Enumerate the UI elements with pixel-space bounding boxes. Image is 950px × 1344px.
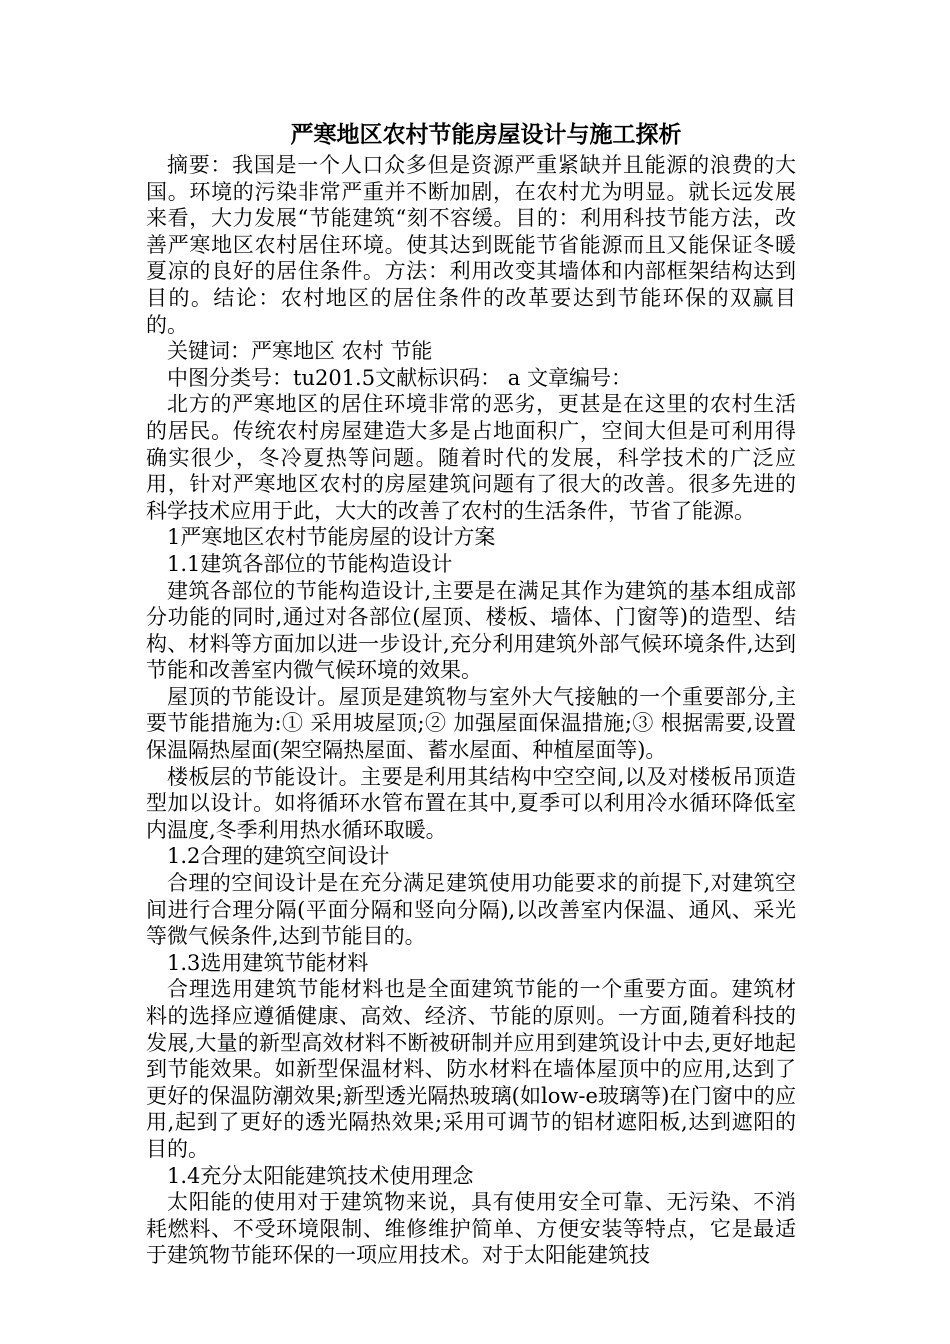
section-heading-1-4: 1.4充分太阳能建筑技术使用理念	[167, 1163, 474, 1188]
abstract-paragraph: 摘要：我国是一个人口众多但是资源严重紧缺并且能源的浪费的大国。环境的污染非常严重并不断加剧，在农村尤为明显。就长远发展来看，大力发展“节能建筑“刻不容缓。目的：利用科技节能方法，改善严寒地区农村居住环境。使其达到既能节省能源而且又能保证冬暖夏凉的良好的居住条件。方法：利用改变其墙体和内部框架结构达到目的。结论：农村地区的居住条件的改革要达到节能环保的双赢目的。	[146, 153, 796, 337]
body-paragraph: 太阳能的使用对于建筑物来说，具有使用安全可靠、无污染、不消耗燃料、不受环境限制、维修维护简单、方便安装等特点，它是最适于建筑物节能环保的一项应用技术。对于太阳能建筑技	[146, 1190, 796, 1268]
section-heading-1-1: 1.1建筑各部位的节能构造设计	[167, 551, 453, 576]
classification-line: 中图分类号：tu201.5文献标识码： a 文章编号：	[167, 365, 632, 390]
body-paragraph: 合理选用建筑节能材料也是全面建筑节能的一个重要方面。建筑材料的选择应遵循健康、高效、经济、节能的原则。一方面,随着科技的发展,大量的新型高效材料不断被研制并应用到建筑设计中去,更好地起到节能效果。如新型保温材料、防水材料在墙体屋顶中的应用,达到了更好的保温防潮效果;新型透光隔热玻璃(如low-e玻璃等)在门窗中的应用,起到了更好的透光隔热效果;采用可调节的铝材遮阳板,达到遮阳的目的。	[146, 977, 796, 1161]
body-paragraph: 楼板层的节能设计。主要是利用其结构中空空间,以及对楼板吊顶造型加以设计。如将循环水管布置在其中,夏季可以利用冷水循环降低室内温度,冬季利用热水循环取暖。	[146, 764, 796, 842]
body-paragraph: 建筑各部位的节能构造设计,主要是在满足其作为建筑的基本组成部分功能的同时,通过对各部位(屋顶、楼板、墙体、门窗等)的造型、结构、材料等方面加以进一步设计,充分利用建筑外部气候环境条件,达到节能和改善室内微气候环境的效果。	[146, 578, 796, 683]
section-heading-1: 1严寒地区农村节能房屋的设计方案	[167, 525, 496, 550]
document-title: 严寒地区农村节能房屋设计与施工探析	[290, 121, 682, 148]
section-heading-1-2: 1.2合理的建筑空间设计	[167, 844, 390, 869]
intro-paragraph: 北方的严寒地区的居住环境非常的恶劣，更甚是在这里的农村生活的居民。传统农村房屋建造大多是占地面积广，空间大但是可利用得确实很少，冬冷夏热等问题。随着时代的发展，科学技术的广泛应用，针对严寒地区农村的房屋建筑问题有了很大的改善。很多先进的科学技术应用于此，大大的改善了农村的生活条件，节省了能源。	[146, 392, 796, 523]
document-page	[146, 120, 796, 1269]
keywords-line: 关键词：严寒地区 农村 节能	[167, 339, 433, 364]
body-paragraph: 屋顶的节能设计。屋顶是建筑物与室外大气接触的一个重要部分,主要节能措施为:① 采用坡屋顶;② 加强屋面保温措施;③ 根据需要,设置保温隔热屋面(架空隔热屋面、蓄水屋面、种植屋面等)。	[146, 684, 796, 763]
section-heading-1-3: 1.3选用建筑节能材料	[167, 950, 369, 975]
body-paragraph: 合理的空间设计是在充分满足建筑使用功能要求的前提下,对建筑空间进行合理分隔(平面分隔和竖向分隔),以改善室内保温、通风、采光等微气候条件,达到节能目的。	[146, 871, 796, 949]
